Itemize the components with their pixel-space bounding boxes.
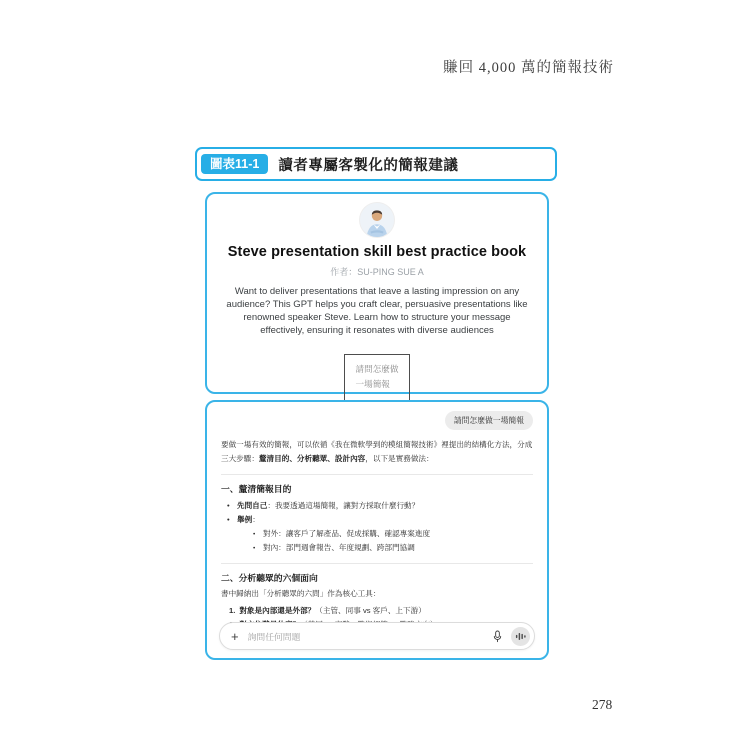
section2-intro: 書中歸納出「分析聽眾的六問」作為核心工具：	[221, 589, 381, 599]
figure-title: 讀者專屬客製化的簡報建議	[278, 157, 459, 174]
divider	[221, 563, 533, 564]
conversation-starter-button[interactable]	[344, 354, 411, 400]
assistant-intro-paragraph	[221, 438, 533, 466]
list-item: • 對內：部門週會報告、年度規劃、跨部門協調	[251, 541, 533, 555]
list-item: 1. 對象是內部還是外部？（主管、同事 vs 客戶、上下游）	[229, 606, 426, 616]
page-number: 278	[592, 697, 613, 712]
running-head: 賺回 4,000 萬的簡報技術	[443, 60, 614, 76]
divider	[221, 474, 533, 475]
chat-input[interactable]: 詢問任何問題	[247, 631, 301, 642]
voice-waveform-icon	[515, 631, 526, 642]
figure-badge: 圖表11-1	[201, 154, 268, 175]
chat-composer[interactable]	[219, 622, 535, 650]
plus-icon[interactable]: +	[231, 628, 239, 644]
list-item: • 舉例： • 對外：讓客戶了解產品、促成採購、確認專案進度 • 對內：部門週會報告、年度規劃、跨部門協調	[225, 513, 533, 555]
list-item: • 對外：讓客戶了解產品、促成採購、確認專案進度	[251, 527, 533, 541]
starter-line-1: 請問怎麼做	[355, 364, 399, 375]
chat-panel	[205, 400, 549, 660]
person-avatar-icon	[360, 203, 394, 237]
gpt-author: 作者：SU-PING SUE A	[330, 267, 424, 277]
starter-line-2: 一場簡報	[355, 379, 390, 390]
intro-text: 要做一場有效的簡報，可以依循《我在微軟學到的模組簡報技術》裡提出的結構化方法，分成三大步驟：	[221, 440, 533, 464]
section1-list	[225, 499, 533, 555]
section1-heading: 一、釐清簡報目的	[221, 484, 292, 495]
gpt-intro-card	[205, 192, 549, 394]
gpt-description: Want to deliver presentations that leave a lasting impression on any audience? This GPT helps you craft clear, persuasive presentations like renowned speaker Steve. Learn how to structure your message effectively, ensuring it resonates with diverse audiences	[226, 286, 528, 337]
voice-mode-button[interactable]	[511, 627, 530, 646]
intro-text-tail: ，以下是實務做法：	[365, 454, 434, 464]
gpt-title: Steve presentation skill best practice book	[227, 244, 527, 260]
section2-heading: 二、分析聽眾的六個面向	[221, 573, 318, 584]
section1-sublist	[251, 527, 533, 555]
intro-bold-text: 釐清目的、分析聽眾、設計內容	[258, 454, 366, 464]
microphone-icon[interactable]	[492, 630, 503, 643]
list-item: • 先問自己：我要透過這場簡報，讓對方採取什麼行動？	[225, 499, 533, 513]
figure-title-bar	[195, 147, 557, 181]
user-message-bubble: 請問怎麼做一場簡報	[445, 411, 533, 430]
gpt-avatar	[360, 203, 394, 237]
